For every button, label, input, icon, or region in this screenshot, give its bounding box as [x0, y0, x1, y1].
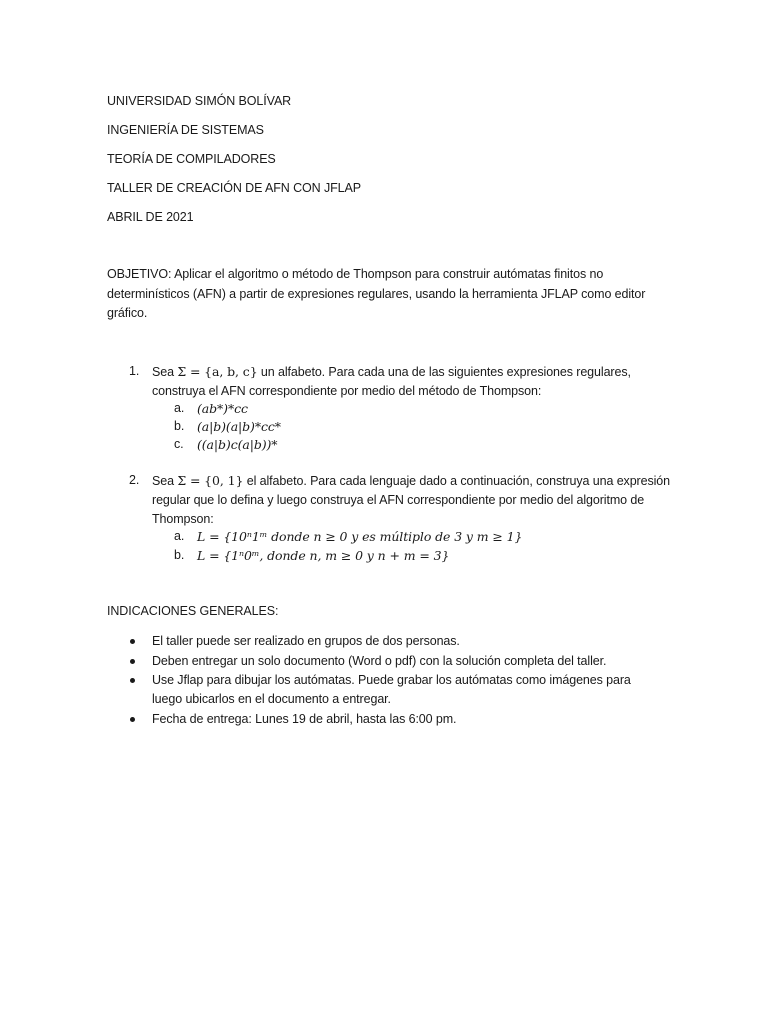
exercise-1a-expression: (ab*)*cc	[197, 401, 248, 416]
exercise-2-suffix: el alfabeto. Para cada lenguaje dado a continuación, construya una expresión regular que lo defina y luego construya el AFN correspondiente por medio del algoritmo de Thompson:	[152, 474, 670, 526]
exercise-2a-label: a.	[174, 529, 185, 543]
exercise-2a-expression: L = {10ⁿ1ᵐ donde n ≥ 0 y es múltiplo de 3 y m ≥ 1}	[197, 529, 523, 544]
exercise-2-alphabet: Σ = {0, 1}	[177, 473, 244, 488]
program-name: INGENIERÍA DE SISTEMAS	[107, 123, 264, 137]
exercise-1-suffix: un alfabeto. Para cada una de las siguientes expresiones regulares, construya el AFN correspondiente por medio del método de Thompson:	[152, 365, 631, 398]
exercise-2b-expression: L = {1ⁿ0ᵐ, donde n, m ≥ 0 y n + m = 3}	[197, 548, 450, 563]
exercise-1-number: 1.	[129, 364, 140, 378]
indication-4: Fecha de entrega: Lunes 19 de abril, hasta las 6:00 pm.	[152, 712, 457, 726]
exercise-1b-expression: (a|b)(a|b)*cc*	[197, 419, 281, 434]
objective-paragraph	[107, 265, 667, 324]
exercise-2-prefix: Sea	[152, 474, 178, 488]
exercise-1c-label: c.	[174, 437, 184, 451]
document-date: ABRIL DE 2021	[107, 210, 194, 224]
indication-3: Use Jflap para dibujar los autómatas. Puede grabar los autómatas como imágenes para luego ubicarlos en el documento a entregar.	[152, 673, 631, 706]
indication-2: Deben entregar un solo documento (Word o pdf) con la solución completa del taller.	[152, 654, 607, 668]
objective-text: Aplicar el algoritmo o método de Thompson para construir autómatas finitos no determinísticos (AFN) a partir de expresiones regulares, usando la herramienta JFLAP como editor gráfico.	[107, 267, 646, 320]
general-indications-title: INDICACIONES GENERALES:	[107, 604, 279, 618]
exercise-2-number: 2.	[129, 473, 140, 487]
bullet-dot	[130, 639, 135, 644]
exercise-1-prefix: Sea	[152, 365, 178, 379]
exercise-2-statement	[152, 471, 672, 529]
workshop-title: TALLER DE CREACIÓN DE AFN CON JFLAP	[107, 181, 361, 195]
bullet-dot	[130, 659, 135, 664]
course-name: TEORÍA DE COMPILADORES	[107, 152, 276, 166]
exercise-2b-label: b.	[174, 548, 185, 562]
bullet-dot	[130, 717, 135, 722]
objective-label: OBJETIVO:	[107, 267, 172, 281]
indication-1: El taller puede ser realizado en grupos de dos personas.	[152, 634, 460, 648]
university-name: UNIVERSIDAD SIMÓN BOLÍVAR	[107, 94, 292, 108]
exercise-1c-expression: ((a|b)c(a|b))*	[197, 437, 278, 452]
exercise-1-statement	[152, 362, 672, 401]
exercise-1a-label: a.	[174, 401, 185, 415]
bullet-dot	[130, 678, 135, 683]
exercise-1b-label: b.	[174, 419, 185, 433]
exercise-1-alphabet: Σ = {a, b, c}	[177, 364, 258, 379]
